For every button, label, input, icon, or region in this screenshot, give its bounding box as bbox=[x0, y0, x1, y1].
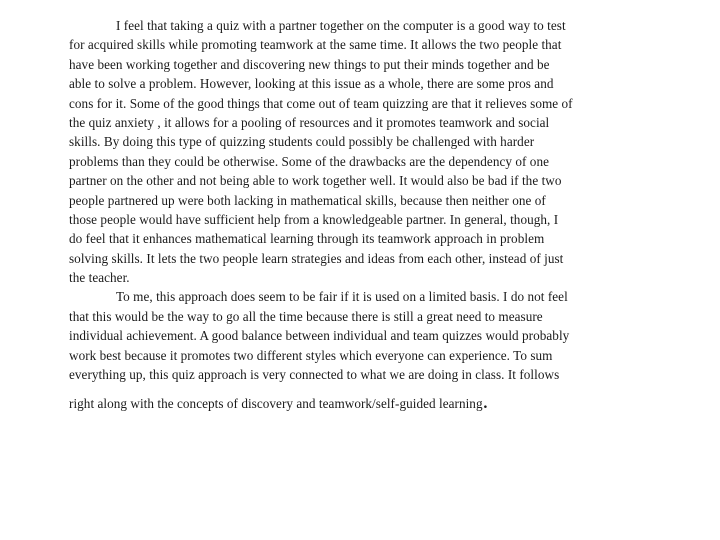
text-line: able to solve a problem. However, looking at this issue as a whole, there are some pros and bbox=[69, 76, 554, 92]
text-line: skills. By doing this type of quizzing students could possibly be challenged with harder bbox=[69, 134, 535, 150]
text-line: I feel that taking a quiz with a partner together on the computer is a good way to test bbox=[116, 18, 566, 33]
text-line: partner on the other and not being able to work together well. It would also be bad if the two bbox=[69, 173, 562, 189]
text-line: problems than they could be otherwise. Some of the drawbacks are the dependency of one bbox=[69, 153, 549, 169]
text-line: that this would be the way to go all the time because there is still a great need to measure bbox=[69, 308, 543, 324]
text-line: the quiz anxiety , it allows for a pooling of resources and it promotes teamwork and social bbox=[69, 114, 550, 130]
text-line: the teacher. bbox=[69, 270, 130, 286]
text-line: work best because it promotes two different styles which everyone can experience. To sum bbox=[69, 347, 553, 363]
final-sentence: right along with the concepts of discovery and teamwork/self-guided learning bbox=[69, 396, 483, 412]
paragraph-2 bbox=[69, 287, 681, 417]
text-line: everything up, this quiz approach is very connected to what we are doing in class. It follows bbox=[69, 367, 560, 383]
essay-text bbox=[69, 16, 681, 417]
text-line: To me, this approach does seem to be fair if it is used on a limited basis. I do not feel bbox=[116, 289, 568, 305]
text-line-final bbox=[69, 388, 681, 417]
final-period: . bbox=[482, 388, 489, 414]
text-line: have been working together and discovering new things to put their minds together and be bbox=[69, 56, 550, 72]
text-line: people partnered up were both lacking in mathematical skills, because then neither one of bbox=[69, 192, 546, 208]
text-line: for acquired skills while promoting teamwork at the same time. It allows the two people that bbox=[69, 37, 562, 53]
text-line: solving skills. It lets the two people learn strategies and ideas from each other, instead of just bbox=[69, 250, 564, 266]
paragraph-1 bbox=[69, 16, 681, 287]
text-line: individual achievement. A good balance between individual and team quizzes would probably bbox=[69, 328, 570, 344]
text-line: do feel that it enhances mathematical learning through its teamwork approach in problem bbox=[69, 231, 545, 247]
text-line: those people would have sufficient help from a knowledgeable partner. In general, though, I bbox=[69, 211, 559, 227]
text-line: cons for it. Some of the good things that come out of team quizzing are that it relieves some of bbox=[69, 95, 573, 111]
